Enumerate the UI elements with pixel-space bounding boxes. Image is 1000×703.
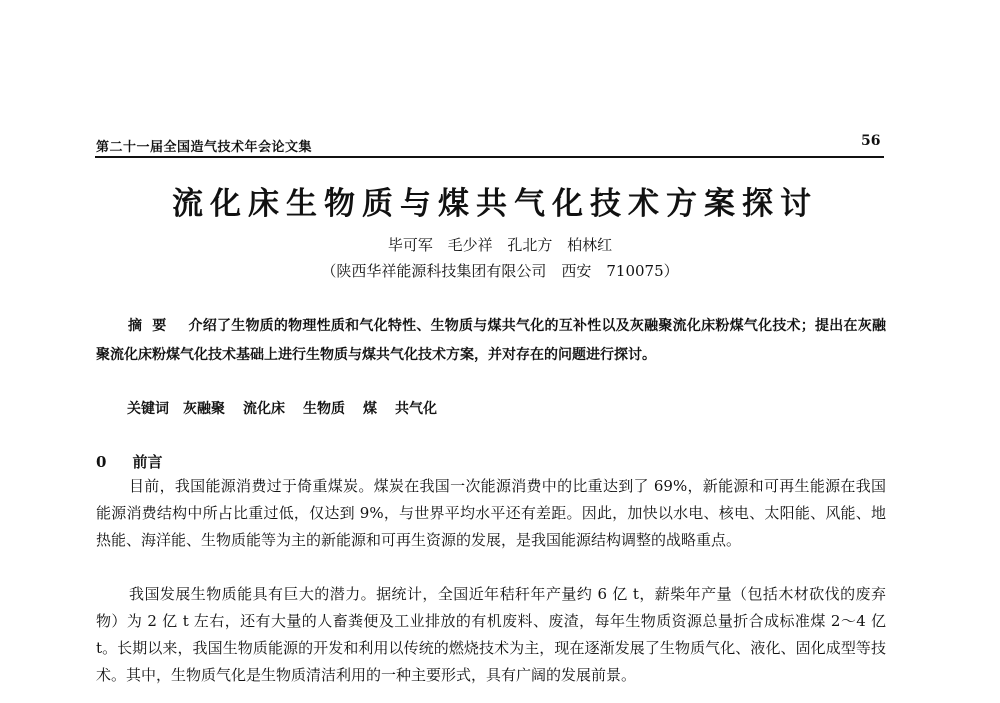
abstract (96, 312, 886, 370)
keyword: 生物质 (303, 401, 345, 417)
keyword: 共气化 (395, 401, 437, 417)
body-paragraph: 目前，我国能源消费过于倚重煤炭。煤炭在我国一次能源消费中的比重达到了 69%，新能源和可再生能源在我国能源消费结构中所占比重过低，仅达到 9%，与世界平均水平还有差距。因此，加快以水电、核电、太阳能、风能、地热能、海洋能、生物质能等为主的新能源和可再生资源的发展，是我国能源结构调整的战略重点。 (96, 477, 886, 549)
section-number: 0 (96, 453, 107, 471)
affiliation: （陕西华祥能源科技集团有限公司 西安 710075） (321, 262, 679, 280)
authors: 毕可军 毛少祥 孔北方 柏林红 (387, 236, 613, 254)
keyword: 煤 (363, 401, 377, 417)
abstract-label: 摘要 (128, 318, 177, 334)
abstract-text: 介绍了生物质的物理性质和气化特性、生物质与煤共气化的互补性以及灰融聚流化床粉煤气化技术；提出在灰融聚流化床粉煤气化技术基础上进行生物质与煤共气化技术方案，并对存在的问题进行探讨。 (96, 318, 887, 363)
section-title: 前言 (132, 453, 163, 471)
body-paragraph: 我国发展生物质能具有巨大的潜力。据统计，全国近年秸秆年产量约 6 亿 t，薪柴年产量（包括木材砍伐的废弃物）为 2 亿 t 左右，还有大量的人畜粪便及工业排放的有机废料、废渣，每年生物质资源总量折合成标准煤 2～4 亿 t。长期以来，我国生物质能源的开发和利用以传统的燃烧技术为主，现在逐渐发展了生物质气化、液化、固化成型等技术。其中，生物质气化是生物质清洁利用的一种主要形式，具有广阔的发展前景。 (96, 585, 886, 684)
keyword: 灰融聚 (183, 401, 225, 417)
paper-title: 流化床生物质与煤共气化技术方案探讨 (172, 186, 818, 222)
page-number: 56 (861, 133, 881, 149)
keywords-label: 关键词 (127, 401, 169, 417)
keywords (127, 398, 455, 418)
header-rule (95, 156, 884, 158)
running-header: 第二十一届全国造气技术年会论文集 (96, 140, 313, 155)
keyword: 流化床 (243, 401, 285, 417)
section-heading (96, 451, 162, 472)
